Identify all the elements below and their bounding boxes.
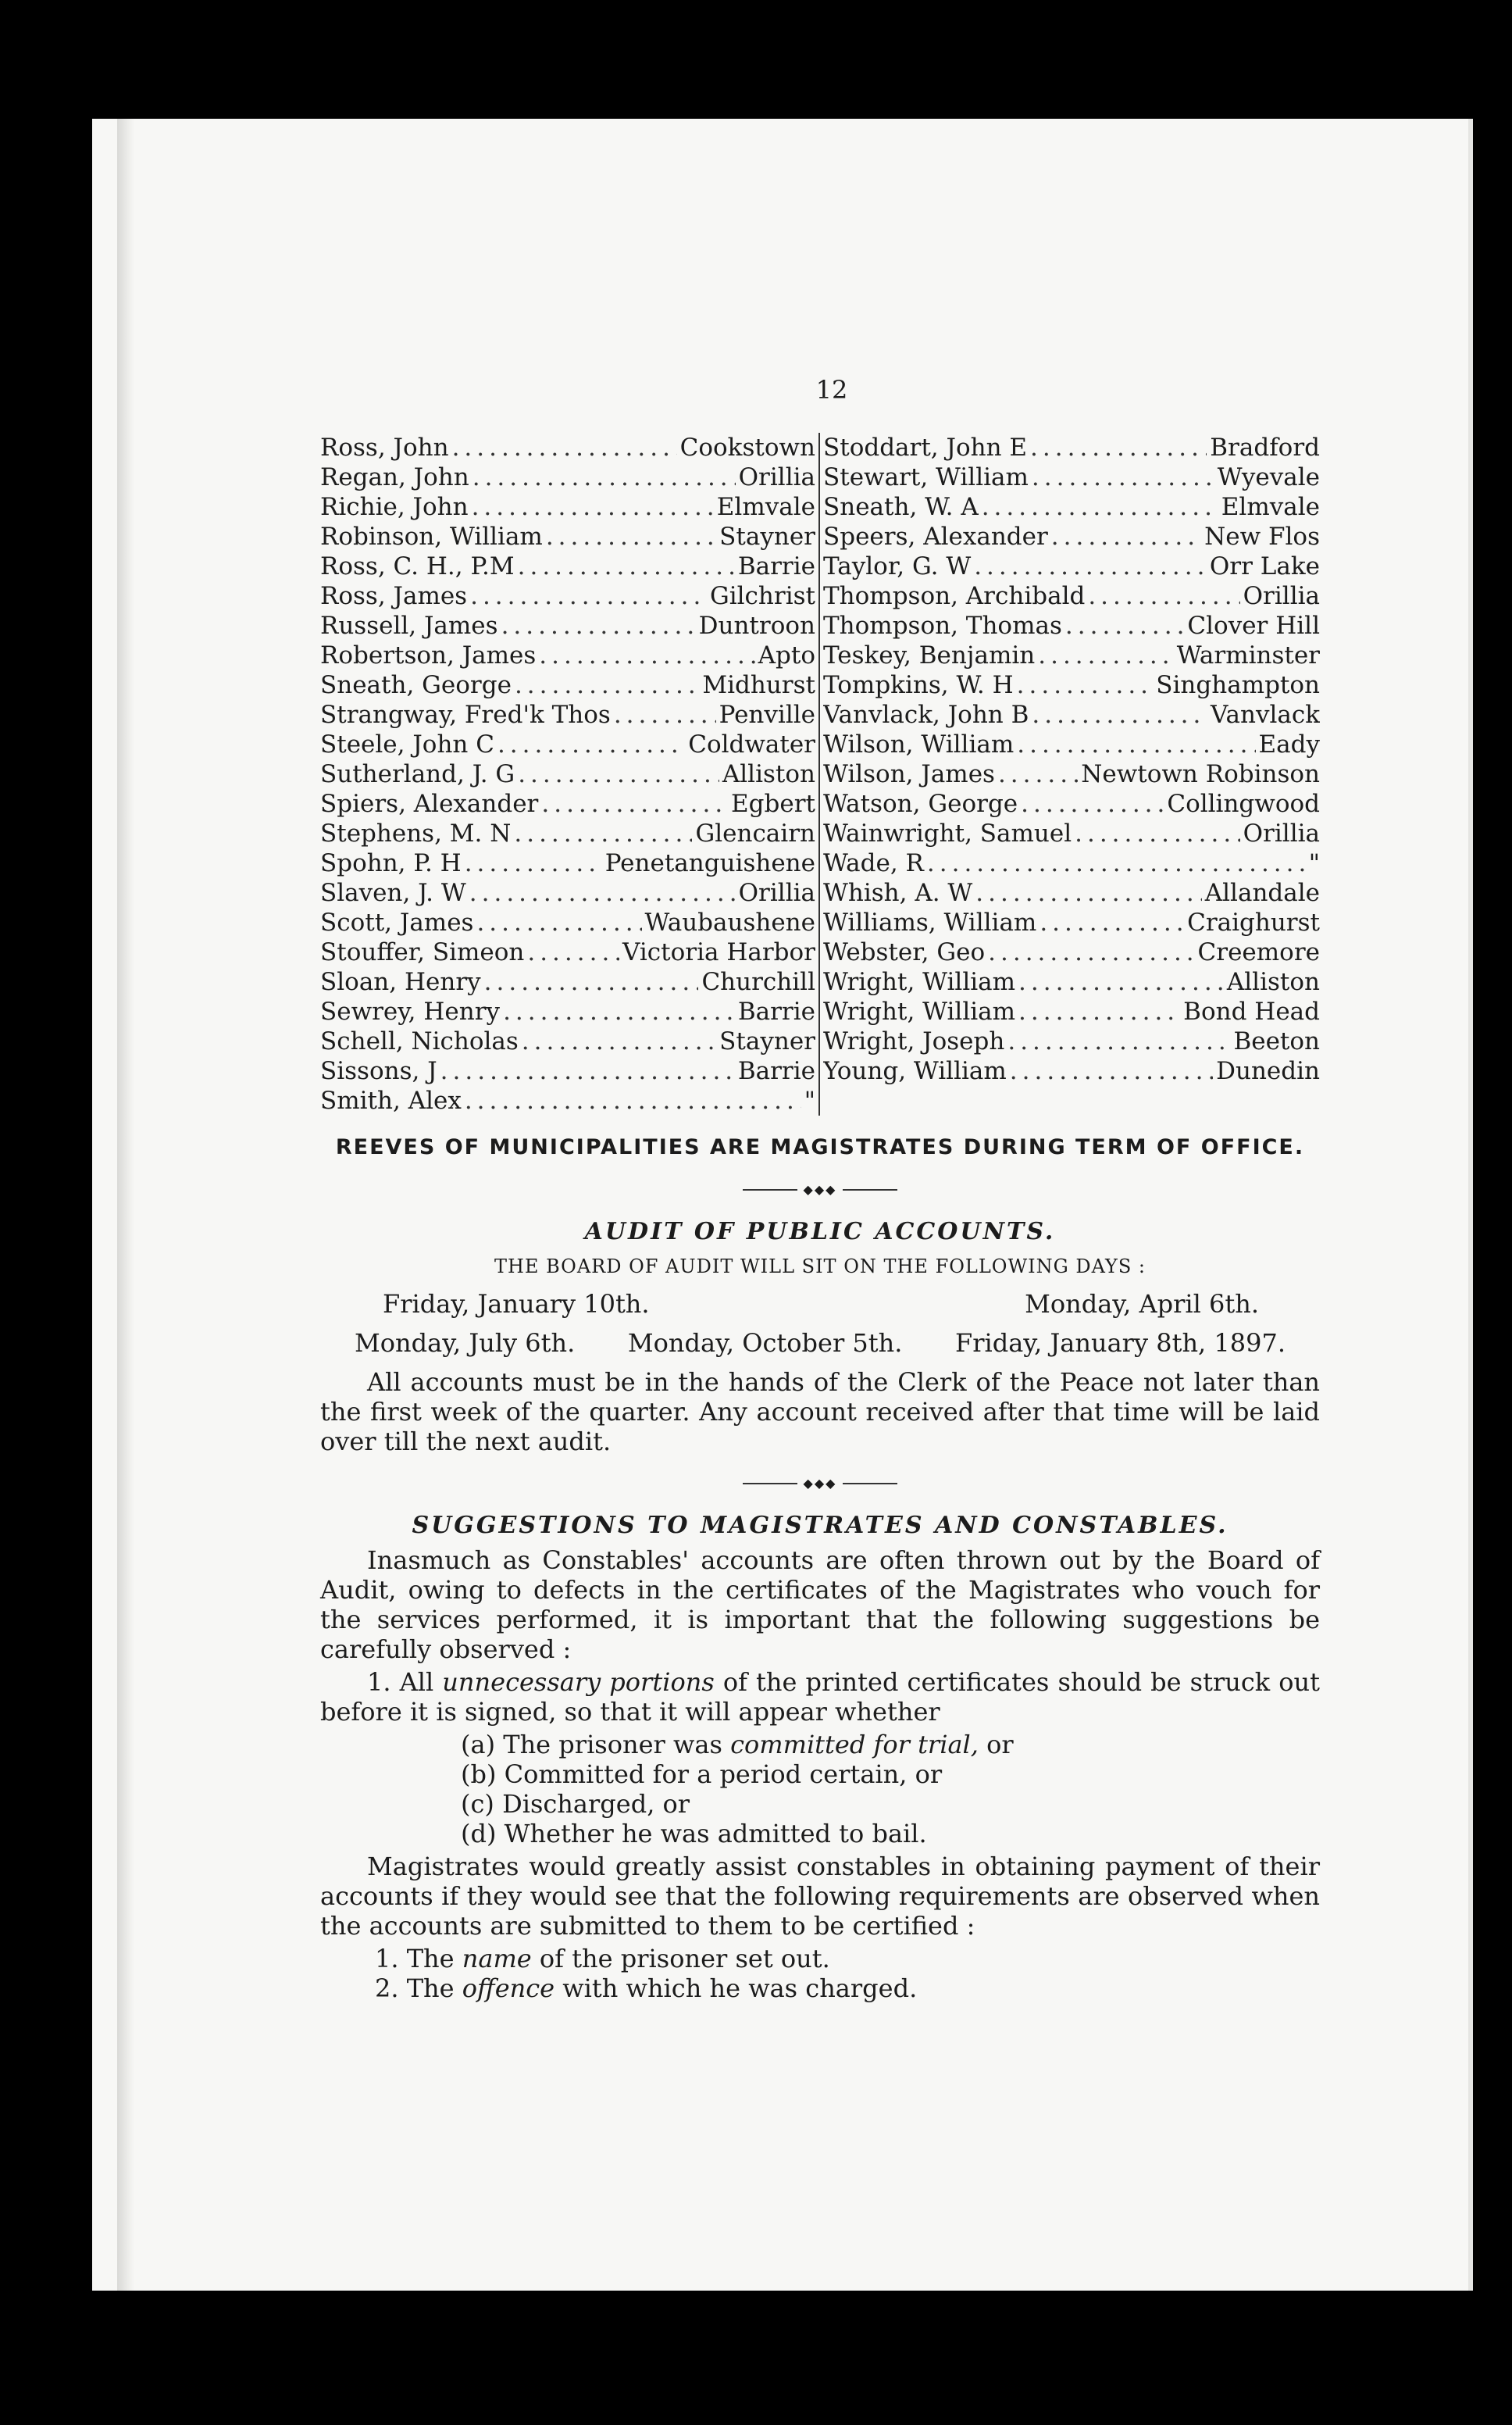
list-item [320, 1056, 815, 1086]
list-item [823, 433, 1320, 462]
magistrate-place: Duntroon [698, 612, 815, 640]
magistrate-place: Glencairn [695, 820, 815, 848]
magistrate-place: Coldwater [688, 730, 815, 759]
magistrate-place: Apto [758, 641, 815, 670]
list-item [320, 730, 815, 759]
list-item [320, 581, 815, 611]
list-item [320, 1086, 815, 1116]
leader-dots [497, 730, 685, 759]
magistrate-place: Orillia [1243, 820, 1320, 848]
list-item [320, 522, 815, 552]
leader-dots [1018, 967, 1224, 997]
leader-dots [452, 433, 677, 462]
leader-dots [539, 641, 754, 670]
list-item [823, 938, 1320, 967]
page-edge [1468, 119, 1473, 2291]
leader-dots [998, 759, 1078, 789]
list-item [320, 1027, 815, 1056]
list-item [320, 611, 815, 641]
magistrate-name: Wilson, William [823, 730, 1015, 759]
magistrate-place: Stayner [719, 523, 815, 551]
magistrate-place: Penville [719, 701, 815, 729]
item-text: 1. The [375, 1944, 462, 1973]
magistrate-place: Barrie [737, 998, 815, 1026]
leader-dots [1017, 670, 1154, 700]
item-text: 2. The [375, 1973, 462, 2003]
leader-dots [1032, 462, 1214, 492]
magistrate-place: Newtown Robinson [1081, 760, 1320, 788]
list-item [823, 670, 1320, 700]
magistrate-place: Collingwood [1167, 790, 1320, 818]
leader-dots [1010, 1056, 1213, 1086]
magistrate-name: Sissons, J [320, 1057, 437, 1085]
leader-dots [465, 1086, 801, 1116]
magistrate-name: Sneath, W. A [823, 493, 979, 521]
magistrate-name: Thompson, Thomas [823, 612, 1062, 640]
magistrate-name: Williams, William [823, 909, 1037, 937]
leader-dots [527, 938, 619, 967]
magistrates-list [320, 433, 1320, 1116]
list-item [320, 700, 815, 730]
leader-dots [1038, 641, 1173, 670]
list-item [823, 878, 1320, 908]
leader-dots [1007, 1027, 1230, 1056]
list-item [823, 462, 1320, 492]
magistrate-place: Wyevale [1217, 463, 1320, 491]
magistrate-name: Ross, John [320, 434, 449, 462]
emphasis: name [462, 1944, 532, 1973]
magistrate-place: Cookstown [679, 434, 815, 462]
list-item [823, 641, 1320, 670]
audit-date: Monday, October 5th. [627, 1328, 903, 1358]
sub-item-a [320, 1730, 1320, 1759]
magistrate-place: Alliston [722, 760, 815, 788]
leader-dots [518, 759, 719, 789]
leader-dots [546, 522, 716, 552]
suggestions-intro: Inasmuch as Constables' accounts are often thrown out by the Board of Audit, owing to defects in the certificates of the Magistrates who vouch for the services performed, it is important that the following suggestions be carefully observed : [320, 1545, 1320, 1664]
magistrate-place: Egbert [731, 790, 815, 818]
leader-dots [1051, 522, 1201, 552]
sub-item-text: (a) The prisoner was [461, 1730, 731, 1759]
magistrate-place: Orr Lake [1209, 552, 1320, 580]
magistrate-name: Russell, James [320, 612, 498, 640]
magistrate-place: Bond Head [1183, 998, 1320, 1026]
magistrate-name: Smith, Alex [320, 1087, 462, 1115]
magistrate-name: Wainwright, Samuel [823, 820, 1072, 848]
leader-dots [503, 997, 735, 1027]
left-column [320, 433, 820, 1116]
list-item [320, 670, 815, 700]
magistrate-place: Barrie [737, 552, 815, 580]
section-divider: ◆◆◆ [320, 1469, 1320, 1498]
list-item [320, 641, 815, 670]
magistrate-name: Sneath, George [320, 671, 512, 699]
magistrate-name: Slaven, J. W [320, 879, 466, 907]
leader-dots [522, 1027, 716, 1056]
emphasis: unnecessary portions [442, 1667, 715, 1697]
magistrate-name: Steele, John C [320, 730, 494, 759]
right-column [820, 433, 1320, 1116]
suggestions-heading: SUGGESTIONS TO MAGISTRATES AND CONSTABLES. [412, 1512, 1228, 1539]
magistrate-name: Wade, R [823, 849, 924, 877]
magistrate-place: Orillia [1243, 582, 1320, 610]
leader-dots [484, 967, 699, 997]
leader-dots [1088, 581, 1239, 611]
list-item [320, 759, 815, 789]
magistrate-place: Victoria Harbor [622, 938, 815, 966]
magistrate-place: Elmvale [1221, 493, 1320, 521]
magistrate-place: Waubaushene [644, 909, 815, 937]
emphasis: offence [462, 1973, 555, 2003]
list-item [320, 789, 815, 819]
item-text: of the prisoner set out. [531, 1944, 830, 1973]
leader-dots [1030, 433, 1207, 462]
audit-heading: AUDIT OF PUBLIC ACCOUNTS. [584, 1218, 1056, 1245]
list-item [823, 552, 1320, 581]
magistrate-place: Creemore [1197, 938, 1320, 966]
magistrate-place: Singhampton [1156, 671, 1320, 699]
list-item [823, 908, 1320, 938]
magistrate-place: Midhurst [702, 671, 815, 699]
list-item [320, 433, 815, 462]
magistrate-place: Craighurst [1187, 909, 1320, 937]
section-divider: ◆◆◆ [320, 1175, 1320, 1205]
sub-item-c: (c) Discharged, or [461, 1789, 690, 1819]
list-item [823, 1056, 1320, 1086]
magistrate-name: Stephens, M. N [320, 820, 512, 848]
list-item [823, 700, 1320, 730]
magistrate-name: Schell, Nicholas [320, 1027, 519, 1055]
audit-subheading: THE BOARD OF AUDIT WILL SIT ON THE FOLLOWING DAYS : [494, 1255, 1146, 1277]
leader-dots [515, 670, 699, 700]
magistrate-place: Alliston [1226, 968, 1320, 996]
leader-dots [1032, 700, 1207, 730]
leader-dots [501, 611, 696, 641]
magistrate-name: Wright, William [823, 968, 1016, 996]
magistrate-name: Stouffer, Simeon [320, 938, 525, 966]
item-number: 1. All [367, 1667, 443, 1697]
magistrate-name: Sloan, Henry [320, 968, 481, 996]
magistrate-name: Thompson, Archibald [823, 582, 1086, 610]
list-item [823, 1027, 1320, 1056]
magistrate-name: Sewrey, Henry [320, 998, 501, 1026]
leader-dots [988, 938, 1194, 967]
leader-dots [1018, 997, 1180, 1027]
magistrate-place: Orillia [738, 879, 815, 907]
list-item [320, 848, 815, 878]
magistrate-place: " [1308, 849, 1320, 877]
page-content [320, 375, 1320, 2003]
audit-paragraph: All accounts must be in the hands of the Clerk of the Peace not later than the first week of the quarter. Any account received after that time will be laid over till the next audit. [320, 1367, 1320, 1456]
magistrate-name: Scott, James [320, 909, 474, 937]
leader-dots [470, 581, 707, 611]
leader-dots [440, 1056, 735, 1086]
magistrate-name: Teskey, Benjamin [823, 641, 1036, 670]
magistrate-name: Wright, Joseph [823, 1027, 1005, 1055]
magistrate-place: Eady [1258, 730, 1320, 759]
magistrate-name: Richie, John [320, 493, 469, 521]
requirement-1 [320, 1944, 1320, 1973]
magistrate-place: Penetanguishene [604, 849, 815, 877]
magistrate-name: Strangway, Fred'k Thos [320, 701, 611, 729]
magistrate-name: Webster, Geo [823, 938, 986, 966]
magistrate-name: Sutherland, J. G [320, 760, 515, 788]
list-item [823, 997, 1320, 1027]
magistrate-name: Stoddart, John E [823, 434, 1028, 462]
magistrate-place: Barrie [737, 1057, 815, 1085]
magistrate-place: Bradford [1210, 434, 1320, 462]
list-item [320, 819, 815, 848]
list-item [823, 848, 1320, 878]
list-item [320, 552, 815, 581]
item-text: of the printed certificates should be struck out before it is signed, so that it will appear whether [320, 1667, 1321, 1727]
leader-dots [1021, 789, 1164, 819]
magistrate-place: Churchill [701, 968, 815, 996]
sub-item-d: (d) Whether he was admitted to bail. [461, 1819, 927, 1848]
audit-date: Friday, January 10th. [383, 1289, 650, 1319]
magistrate-name: Vanvlack, John B [823, 701, 1029, 729]
item-text: with which he was charged. [555, 1973, 918, 2003]
list-item [823, 759, 1320, 789]
magistrate-place: Beeton [1233, 1027, 1320, 1055]
list-item [320, 878, 815, 908]
list-item [320, 492, 815, 522]
magistrate-name: Robinson, William [320, 523, 543, 551]
leader-dots [518, 552, 735, 581]
magistrate-name: Spiers, Alexander [320, 790, 539, 818]
page-number: 12 [815, 375, 848, 405]
leader-dots [974, 552, 1207, 581]
leader-dots [472, 492, 714, 522]
magistrate-place: New Flos [1204, 523, 1320, 551]
audit-dates-row-1 [320, 1289, 1320, 1319]
reeves-notice: REEVES OF MUNICIPALITIES ARE MAGISTRATES DURING TERM OF OFFICE. [335, 1135, 1305, 1159]
magistrate-place: Elmvale [716, 493, 815, 521]
magistrate-place: Stayner [719, 1027, 815, 1055]
list-item [823, 581, 1320, 611]
audit-date: Monday, April 6th. [1025, 1289, 1259, 1319]
leader-dots [465, 848, 602, 878]
magistrate-place: Orillia [738, 463, 815, 491]
sub-item-b: (b) Committed for a period certain, or [461, 1759, 943, 1789]
magistrate-name: Stewart, William [823, 463, 1029, 491]
leader-dots [472, 462, 736, 492]
leader-dots [514, 819, 692, 848]
magistrate-name: Regan, John [320, 463, 469, 491]
magistrate-name: Whish, A. W [823, 879, 973, 907]
leader-dots [1075, 819, 1240, 848]
leader-dots [982, 492, 1218, 522]
list-item [823, 522, 1320, 552]
magistrate-name: Young, William [823, 1057, 1007, 1085]
list-item [320, 967, 815, 997]
list-item [320, 462, 815, 492]
magistrate-place: Clover Hill [1187, 612, 1320, 640]
magistrate-name: Speers, Alexander [823, 523, 1048, 551]
magistrate-place: Vanvlack [1210, 701, 1320, 729]
leader-dots [469, 878, 736, 908]
sub-item-text: or [978, 1730, 1014, 1759]
leader-dots [927, 848, 1306, 878]
suggestion-item-1 [320, 1667, 1320, 1727]
magistrate-place: Allandale [1204, 879, 1320, 907]
list-item [823, 819, 1320, 848]
magistrate-name: Wilson, James [823, 760, 995, 788]
magistrate-name: Wright, William [823, 998, 1016, 1026]
requirement-2 [320, 1973, 1320, 2003]
magistrate-name: Robertson, James [320, 641, 537, 670]
magistrate-name: Spohn, P. H [320, 849, 462, 877]
list-item [823, 730, 1320, 759]
magistrate-place: Dunedin [1216, 1057, 1320, 1085]
leader-dots [975, 878, 1201, 908]
list-item [320, 938, 815, 967]
requirements-paragraph: Magistrates would greatly assist constables in obtaining payment of their accounts if they would see that the following requirements are observed when the accounts are submitted to them to be certified : [320, 1852, 1320, 1941]
leader-dots [1017, 730, 1255, 759]
list-item [320, 908, 815, 938]
list-item [823, 789, 1320, 819]
list-item [823, 611, 1320, 641]
leader-dots [614, 700, 716, 730]
magistrate-name: Tompkins, W. H [823, 671, 1014, 699]
magistrate-place: Gilchrist [709, 582, 815, 610]
magistrate-name: Taylor, G. W [823, 552, 972, 580]
audit-date: Friday, January 8th, 1897. [955, 1328, 1286, 1358]
leader-dots [1040, 908, 1184, 938]
magistrate-name: Ross, James [320, 582, 468, 610]
audit-date: Monday, July 6th. [355, 1328, 576, 1358]
magistrate-name: Watson, George [823, 790, 1018, 818]
leader-dots [541, 789, 728, 819]
audit-dates-row-2 [320, 1328, 1320, 1358]
emphasis: committed for trial, [730, 1730, 979, 1759]
leader-dots [476, 908, 641, 938]
list-item [823, 492, 1320, 522]
magistrate-name: Ross, C. H., P.M [320, 552, 515, 580]
leader-dots [1065, 611, 1185, 641]
list-item [320, 997, 815, 1027]
list-item [823, 967, 1320, 997]
magistrate-place: Warminster [1176, 641, 1320, 670]
page-binding-shadow [117, 119, 134, 2291]
magistrate-place: " [804, 1087, 815, 1115]
